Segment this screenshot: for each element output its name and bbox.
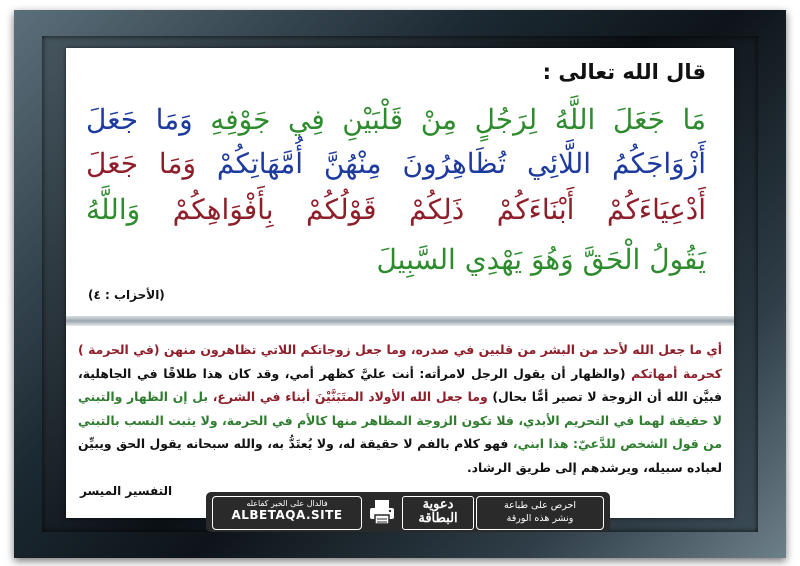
site-link-box[interactable] — [212, 496, 362, 530]
card-panel — [66, 48, 734, 526]
verse-line-2 — [86, 142, 706, 186]
verse-segment: مَا جَعَلَ اللَّهُ لِرَجُلٍ مِنْ قَلْبَيْنِ فِي جَوْفِهِ — [210, 103, 706, 136]
verse-segment: وَاللَّهُ — [86, 193, 173, 226]
verse-segment: أَزْوَاجَكُمُ اللَّائِي تُظَاهِرُونَ مِنْهُنَّ أُمَّهَاتِكُمْ — [216, 147, 706, 180]
print-note-line-1: احرص على طباعة — [503, 500, 577, 511]
dawah-logo — [402, 496, 474, 530]
tafsir-segment: فهو كلام بالفم لا حقيقة له، ولا يُعتَدُّ به، والله سبحانه يقول الحق ويبيِّن لعباده سبيله، ويرشدهم إلى طريق الرشاد. — [78, 436, 722, 475]
verse-segment: وَمَا جَعَلَ — [86, 147, 217, 180]
print-note-box — [476, 496, 604, 530]
verse-line-3 — [86, 188, 706, 232]
tafsir-segment: وما جعل الله الأولاد المتَبَنَّيْنَ أبناء في الشرع، — [207, 389, 488, 404]
tafsir-segment: (والظهار أن يقول الرجل لامرأته: أنت عليَّ كظهر أمي، وقد كان هذا طلاقًا في الجاهلية، فبيَّن الله أن الزوجة لا تصير أمًّا بحال) — [78, 365, 722, 404]
verse-intro: قال الله تعالى : — [542, 60, 706, 84]
verse-line-4 — [366, 238, 706, 282]
tafsir-segment: أي ما جعل الله لأحد من البشر من قلبين في صدره، — [406, 342, 723, 357]
verse-line-1 — [86, 98, 706, 142]
tafsir-segment: بل إن الظهار والتبني لا حقيقة لهما في التحريم الأبدي، فلا تكون الزوجة المظاهر منها كالأم في الحرمة، ولا يثبت النسب بالتبني من قول الشخص للدَّعيّ: هذا ابني، — [78, 389, 723, 451]
tafsir-source: التفسير الميسر — [80, 484, 173, 498]
verse-segment: وَمَا جَعَلَ — [86, 103, 211, 136]
footer-bar — [206, 492, 610, 532]
verse-area — [66, 48, 734, 316]
print-note-line-2: ونشر هذه الورقة — [506, 513, 574, 524]
tafsir-paragraph — [78, 338, 722, 479]
logo-line-1: دعوية — [422, 497, 454, 512]
tafsir-segment: وما جعل زوجاتكم اللاتي تظاهرون منهن (في الحرمة ) كحرمة أمهاتكم — [78, 342, 722, 381]
printer-icon — [368, 498, 396, 526]
verse-segment: يَقُولُ الْحَقَّ وَهُوَ يَهْدِي السَّبِيلَ — [376, 243, 706, 276]
site-url[interactable]: ALBETAQA.SITE — [231, 508, 343, 522]
verse-segment: أَدْعِيَاءَكُمْ أَبْنَاءَكُمْ ذَلِكُمْ قَوْلُكُمْ بِأَفْوَاهِكُمْ — [172, 193, 707, 226]
section-divider — [66, 316, 734, 326]
site-caption: فالدال على الخير كفاعله — [246, 499, 328, 508]
verse-reference: (الأحزاب : ٤) — [88, 288, 165, 302]
logo-line-2: البطاقة — [418, 511, 458, 526]
